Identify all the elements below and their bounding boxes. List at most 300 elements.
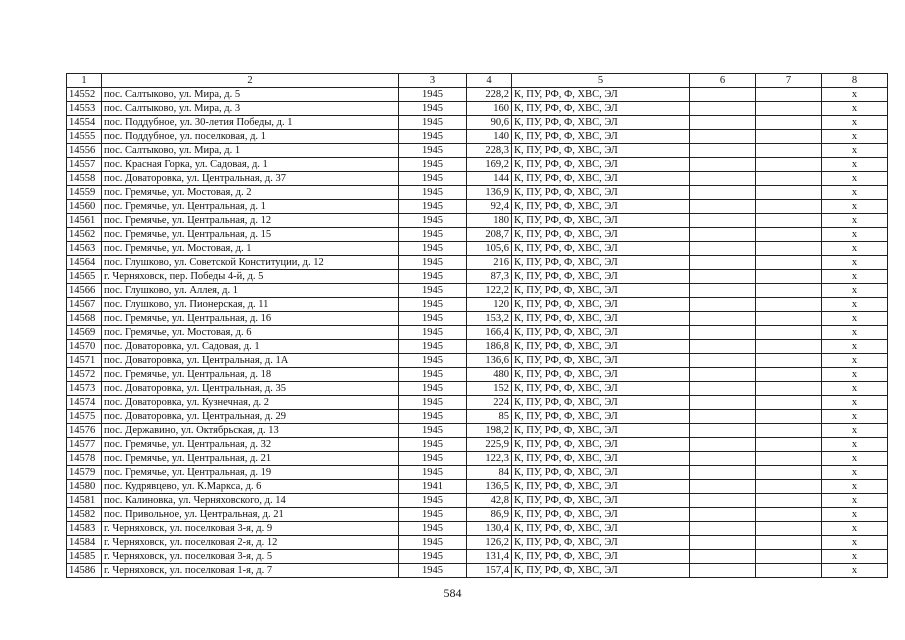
engineering-systems-cell: К, ПУ, РФ, Ф, ХВС, ЭЛ [512,256,690,270]
address-cell: пос. Глушково, ул. Пионерская, д. 11 [102,298,399,312]
table-row [67,410,888,424]
column-7-value-cell [756,368,822,382]
year-built-cell: 1945 [399,410,467,424]
record-number-cell: 14580 [67,480,102,494]
column-8-mark-cell: х [822,368,888,382]
record-number-cell: 14558 [67,172,102,186]
engineering-systems-cell: К, ПУ, РФ, Ф, ХВС, ЭЛ [512,326,690,340]
record-number-cell: 14571 [67,354,102,368]
year-built-cell: 1945 [399,508,467,522]
column-8-mark-cell: х [822,130,888,144]
column-7-value-cell [756,116,822,130]
column-7-value-cell [756,256,822,270]
address-cell: пос. Доваторовка, ул. Кузнечная, д. 2 [102,396,399,410]
year-built-cell: 1945 [399,256,467,270]
column-8-mark-cell: х [822,452,888,466]
area-cell: 136,9 [467,186,512,200]
record-number-cell: 14556 [67,144,102,158]
table-row [67,144,888,158]
table-row [67,354,888,368]
area-cell: 136,6 [467,354,512,368]
column-7-value-cell [756,494,822,508]
area-cell: 228,3 [467,144,512,158]
year-built-cell: 1945 [399,340,467,354]
engineering-systems-cell: К, ПУ, РФ, Ф, ХВС, ЭЛ [512,130,690,144]
table-row [67,522,888,536]
year-built-cell: 1945 [399,214,467,228]
table-row [67,242,888,256]
column-6-value-cell [690,382,756,396]
address-cell: пос. Гремячье, ул. Центральная, д. 1 [102,200,399,214]
year-built-cell: 1945 [399,116,467,130]
engineering-systems-cell: К, ПУ, РФ, Ф, ХВС, ЭЛ [512,284,690,298]
engineering-systems-cell: К, ПУ, РФ, Ф, ХВС, ЭЛ [512,102,690,116]
table-row [67,88,888,102]
year-built-cell: 1945 [399,158,467,172]
column-6-value-cell [690,200,756,214]
column-6-value-cell [690,536,756,550]
column-7-value-cell [756,340,822,354]
column-7-value-cell [756,270,822,284]
column-6-value-cell [690,186,756,200]
area-cell: 105,6 [467,242,512,256]
address-cell: г. Черняховск, ул. поселковая 2-я, д. 12 [102,536,399,550]
table-row [67,340,888,354]
record-number-cell: 14568 [67,312,102,326]
area-cell: 92,4 [467,200,512,214]
engineering-systems-cell: К, ПУ, РФ, Ф, ХВС, ЭЛ [512,298,690,312]
column-8-mark-cell: х [822,536,888,550]
column-7-value-cell [756,354,822,368]
area-cell: 160 [467,102,512,116]
table-row [67,228,888,242]
address-cell: пос. Гремячье, ул. Мостовая, д. 6 [102,326,399,340]
engineering-systems-cell: К, ПУ, РФ, Ф, ХВС, ЭЛ [512,536,690,550]
column-7-value-cell [756,172,822,186]
engineering-systems-cell: К, ПУ, РФ, Ф, ХВС, ЭЛ [512,396,690,410]
column-8-mark-cell: х [822,424,888,438]
column-6-value-cell [690,172,756,186]
column-7-value-cell [756,550,822,564]
address-cell: пос. Доваторовка, ул. Центральная, д. 37 [102,172,399,186]
address-cell: пос. Кудрявцево, ул. К.Маркса, д. 6 [102,480,399,494]
column-8-mark-cell: х [822,242,888,256]
column-7-value-cell [756,410,822,424]
year-built-cell: 1945 [399,186,467,200]
engineering-systems-cell: К, ПУ, РФ, Ф, ХВС, ЭЛ [512,116,690,130]
column-6-value-cell [690,424,756,438]
table-row [67,200,888,214]
year-built-cell: 1945 [399,452,467,466]
column-7-value-cell [756,508,822,522]
engineering-systems-cell: К, ПУ, РФ, Ф, ХВС, ЭЛ [512,242,690,256]
column-6-value-cell [690,550,756,564]
engineering-systems-cell: К, ПУ, РФ, Ф, ХВС, ЭЛ [512,340,690,354]
column-8-mark-cell: х [822,438,888,452]
address-cell: пос. Доваторовка, ул. Центральная, д. 35 [102,382,399,396]
column-6-value-cell [690,522,756,536]
address-cell: пос. Гремячье, ул. Центральная, д. 19 [102,466,399,480]
table-row [67,172,888,186]
column-6-value-cell [690,326,756,340]
column-7-value-cell [756,284,822,298]
area-cell: 169,2 [467,158,512,172]
year-built-cell: 1945 [399,382,467,396]
page-number: 584 [443,586,462,600]
column-6-value-cell [690,312,756,326]
engineering-systems-cell: К, ПУ, РФ, Ф, ХВС, ЭЛ [512,200,690,214]
column-7-value-cell [756,382,822,396]
area-cell: 208,7 [467,228,512,242]
address-cell: г. Черняховск, ул. поселковая 3-я, д. 9 [102,522,399,536]
table-row [67,116,888,130]
column-8-mark-cell: х [822,564,888,578]
year-built-cell: 1945 [399,494,467,508]
column-6-value-cell [690,508,756,522]
record-number-cell: 14575 [67,410,102,424]
record-number-cell: 14578 [67,452,102,466]
area-cell: 186,8 [467,340,512,354]
area-cell: 228,2 [467,88,512,102]
record-number-cell: 14565 [67,270,102,284]
area-cell: 152 [467,382,512,396]
table-row [67,312,888,326]
record-number-cell: 14557 [67,158,102,172]
column-8-mark-cell: х [822,382,888,396]
year-built-cell: 1945 [399,522,467,536]
column-8-mark-cell: х [822,466,888,480]
column-6-value-cell [690,494,756,508]
address-cell: пос. Доваторовка, ул. Центральная, д. 29 [102,410,399,424]
engineering-systems-cell: К, ПУ, РФ, Ф, ХВС, ЭЛ [512,368,690,382]
engineering-systems-cell: К, ПУ, РФ, Ф, ХВС, ЭЛ [512,480,690,494]
address-cell: пос. Гремячье, ул. Центральная, д. 18 [102,368,399,382]
record-number-cell: 14572 [67,368,102,382]
column-7-value-cell [756,88,822,102]
year-built-cell: 1945 [399,228,467,242]
area-cell: 126,2 [467,536,512,550]
header-cell: 1 [67,74,102,88]
column-6-value-cell [690,466,756,480]
record-number-cell: 14583 [67,522,102,536]
engineering-systems-cell: К, ПУ, РФ, Ф, ХВС, ЭЛ [512,494,690,508]
address-cell: пос. Салтыково, ул. Мира, д. 5 [102,88,399,102]
table-row [67,186,888,200]
table-row [67,158,888,172]
address-cell: пос. Глушково, ул. Советской Конституции, д. 12 [102,256,399,270]
area-cell: 198,2 [467,424,512,438]
address-cell: пос. Поддубное, ул. 30-летия Победы, д. 1 [102,116,399,130]
area-cell: 42,8 [467,494,512,508]
table-row [67,508,888,522]
engineering-systems-cell: К, ПУ, РФ, Ф, ХВС, ЭЛ [512,270,690,284]
address-cell: пос. Салтыково, ул. Мира, д. 3 [102,102,399,116]
column-6-value-cell [690,116,756,130]
record-number-cell: 14569 [67,326,102,340]
column-7-value-cell [756,564,822,578]
column-6-value-cell [690,242,756,256]
table-row [67,270,888,284]
column-8-mark-cell: х [822,326,888,340]
record-number-cell: 14582 [67,508,102,522]
header-cell: 3 [399,74,467,88]
record-number-cell: 14577 [67,438,102,452]
column-7-value-cell [756,466,822,480]
table-row [67,298,888,312]
area-cell: 120 [467,298,512,312]
column-7-value-cell [756,144,822,158]
record-number-cell: 14570 [67,340,102,354]
table-row [67,326,888,340]
address-cell: пос. Привольное, ул. Центральная, д. 21 [102,508,399,522]
address-cell: пос. Глушково, ул. Аллея, д. 1 [102,284,399,298]
record-number-cell: 14554 [67,116,102,130]
header-row [67,74,888,88]
year-built-cell: 1945 [399,354,467,368]
column-8-mark-cell: х [822,494,888,508]
column-8-mark-cell: х [822,550,888,564]
engineering-systems-cell: К, ПУ, РФ, Ф, ХВС, ЭЛ [512,88,690,102]
engineering-systems-cell: К, ПУ, РФ, Ф, ХВС, ЭЛ [512,158,690,172]
engineering-systems-cell: К, ПУ, РФ, Ф, ХВС, ЭЛ [512,354,690,368]
table-row [67,368,888,382]
area-cell: 122,2 [467,284,512,298]
engineering-systems-cell: К, ПУ, РФ, Ф, ХВС, ЭЛ [512,172,690,186]
record-number-cell: 14564 [67,256,102,270]
header-cell: 6 [690,74,756,88]
column-8-mark-cell: х [822,270,888,284]
column-8-mark-cell: х [822,312,888,326]
column-8-mark-cell: х [822,144,888,158]
year-built-cell: 1941 [399,480,467,494]
record-number-cell: 14567 [67,298,102,312]
record-number-cell: 14581 [67,494,102,508]
column-8-mark-cell: х [822,410,888,424]
record-number-cell: 14576 [67,424,102,438]
area-cell: 224 [467,396,512,410]
header-cell: 5 [512,74,690,88]
column-6-value-cell [690,480,756,494]
address-cell: пос. Гремячье, ул. Мостовая, д. 2 [102,186,399,200]
record-number-cell: 14561 [67,214,102,228]
year-built-cell: 1945 [399,88,467,102]
year-built-cell: 1945 [399,284,467,298]
area-cell: 122,3 [467,452,512,466]
address-cell: пос. Калиновка, ул. Черняховского, д. 14 [102,494,399,508]
address-cell: пос. Гремячье, ул. Центральная, д. 21 [102,452,399,466]
table-row [67,438,888,452]
record-number-cell: 14579 [67,466,102,480]
column-8-mark-cell: х [822,284,888,298]
column-7-value-cell [756,424,822,438]
header-cell: 2 [102,74,399,88]
column-7-value-cell [756,312,822,326]
column-7-value-cell [756,200,822,214]
column-6-value-cell [690,144,756,158]
column-7-value-cell [756,186,822,200]
engineering-systems-cell: К, ПУ, РФ, Ф, ХВС, ЭЛ [512,508,690,522]
column-7-value-cell [756,102,822,116]
table-row [67,550,888,564]
area-cell: 131,4 [467,550,512,564]
table-row [67,466,888,480]
area-cell: 90,6 [467,116,512,130]
column-7-value-cell [756,214,822,228]
column-6-value-cell [690,452,756,466]
engineering-systems-cell: К, ПУ, РФ, Ф, ХВС, ЭЛ [512,186,690,200]
column-8-mark-cell: х [822,256,888,270]
year-built-cell: 1945 [399,396,467,410]
table-row [67,494,888,508]
year-built-cell: 1945 [399,466,467,480]
column-8-mark-cell: х [822,214,888,228]
engineering-systems-cell: К, ПУ, РФ, Ф, ХВС, ЭЛ [512,452,690,466]
year-built-cell: 1945 [399,200,467,214]
address-cell: пос. Гремячье, ул. Мостовая, д. 1 [102,242,399,256]
header-cell: 4 [467,74,512,88]
table-row [67,536,888,550]
housing-register-table [66,73,888,578]
column-7-value-cell [756,158,822,172]
column-6-value-cell [690,564,756,578]
address-cell: пос. Гремячье, ул. Центральная, д. 16 [102,312,399,326]
record-number-cell: 14563 [67,242,102,256]
column-8-mark-cell: х [822,116,888,130]
record-number-cell: 14573 [67,382,102,396]
year-built-cell: 1945 [399,550,467,564]
table-row [67,382,888,396]
column-6-value-cell [690,228,756,242]
column-7-value-cell [756,452,822,466]
record-number-cell: 14574 [67,396,102,410]
column-6-value-cell [690,340,756,354]
column-6-value-cell [690,284,756,298]
column-7-value-cell [756,298,822,312]
column-6-value-cell [690,368,756,382]
area-cell: 157,4 [467,564,512,578]
column-8-mark-cell: х [822,172,888,186]
table-row [67,284,888,298]
column-6-value-cell [690,410,756,424]
column-8-mark-cell: х [822,298,888,312]
column-8-mark-cell: х [822,396,888,410]
year-built-cell: 1945 [399,564,467,578]
year-built-cell: 1945 [399,172,467,186]
year-built-cell: 1945 [399,424,467,438]
record-number-cell: 14586 [67,564,102,578]
area-cell: 140 [467,130,512,144]
area-cell: 87,3 [467,270,512,284]
engineering-systems-cell: К, ПУ, РФ, Ф, ХВС, ЭЛ [512,522,690,536]
column-7-value-cell [756,396,822,410]
area-cell: 136,5 [467,480,512,494]
table-row [67,480,888,494]
table-row [67,564,888,578]
engineering-systems-cell: К, ПУ, РФ, Ф, ХВС, ЭЛ [512,214,690,228]
year-built-cell: 1945 [399,368,467,382]
column-8-mark-cell: х [822,228,888,242]
column-7-value-cell [756,480,822,494]
column-6-value-cell [690,270,756,284]
engineering-systems-cell: К, ПУ, РФ, Ф, ХВС, ЭЛ [512,466,690,480]
record-number-cell: 14553 [67,102,102,116]
address-cell: пос. Красная Горка, ул. Садовая, д. 1 [102,158,399,172]
column-7-value-cell [756,228,822,242]
area-cell: 86,9 [467,508,512,522]
year-built-cell: 1945 [399,102,467,116]
area-cell: 225,9 [467,438,512,452]
engineering-systems-cell: К, ПУ, РФ, Ф, ХВС, ЭЛ [512,312,690,326]
table-row [67,102,888,116]
record-number-cell: 14562 [67,228,102,242]
record-number-cell: 14555 [67,130,102,144]
area-cell: 216 [467,256,512,270]
address-cell: пос. Доваторовка, ул. Садовая, д. 1 [102,340,399,354]
address-cell: пос. Гремячье, ул. Центральная, д. 12 [102,214,399,228]
address-cell: г. Черняховск, ул. поселковая 3-я, д. 5 [102,550,399,564]
column-6-value-cell [690,438,756,452]
table-row [67,452,888,466]
column-6-value-cell [690,88,756,102]
column-6-value-cell [690,130,756,144]
column-7-value-cell [756,242,822,256]
table-row [67,396,888,410]
column-7-value-cell [756,522,822,536]
column-8-mark-cell: х [822,158,888,172]
column-7-value-cell [756,536,822,550]
column-6-value-cell [690,298,756,312]
year-built-cell: 1945 [399,242,467,256]
column-8-mark-cell: х [822,200,888,214]
area-cell: 130,4 [467,522,512,536]
record-number-cell: 14584 [67,536,102,550]
year-built-cell: 1945 [399,438,467,452]
record-number-cell: 14552 [67,88,102,102]
engineering-systems-cell: К, ПУ, РФ, Ф, ХВС, ЭЛ [512,382,690,396]
year-built-cell: 1945 [399,536,467,550]
table-row [67,256,888,270]
column-8-mark-cell: х [822,102,888,116]
address-cell: пос. Гремячье, ул. Центральная, д. 15 [102,228,399,242]
area-cell: 153,2 [467,312,512,326]
column-8-mark-cell: х [822,522,888,536]
engineering-systems-cell: К, ПУ, РФ, Ф, ХВС, ЭЛ [512,144,690,158]
area-cell: 180 [467,214,512,228]
column-8-mark-cell: х [822,508,888,522]
year-built-cell: 1945 [399,130,467,144]
table-row [67,424,888,438]
column-6-value-cell [690,396,756,410]
column-6-value-cell [690,354,756,368]
engineering-systems-cell: К, ПУ, РФ, Ф, ХВС, ЭЛ [512,228,690,242]
engineering-systems-cell: К, ПУ, РФ, Ф, ХВС, ЭЛ [512,564,690,578]
year-built-cell: 1945 [399,298,467,312]
address-cell: пос. Поддубное, ул. поселковая, д. 1 [102,130,399,144]
table-row [67,214,888,228]
table-row [67,130,888,144]
record-number-cell: 14566 [67,284,102,298]
engineering-systems-cell: К, ПУ, РФ, Ф, ХВС, ЭЛ [512,410,690,424]
area-cell: 84 [467,466,512,480]
column-8-mark-cell: х [822,354,888,368]
area-cell: 144 [467,172,512,186]
address-cell: пос. Державино, ул. Октябрьская, д. 13 [102,424,399,438]
area-cell: 166,4 [467,326,512,340]
column-6-value-cell [690,102,756,116]
column-7-value-cell [756,130,822,144]
record-number-cell: 14585 [67,550,102,564]
address-cell: пос. Салтыково, ул. Мира, д. 1 [102,144,399,158]
